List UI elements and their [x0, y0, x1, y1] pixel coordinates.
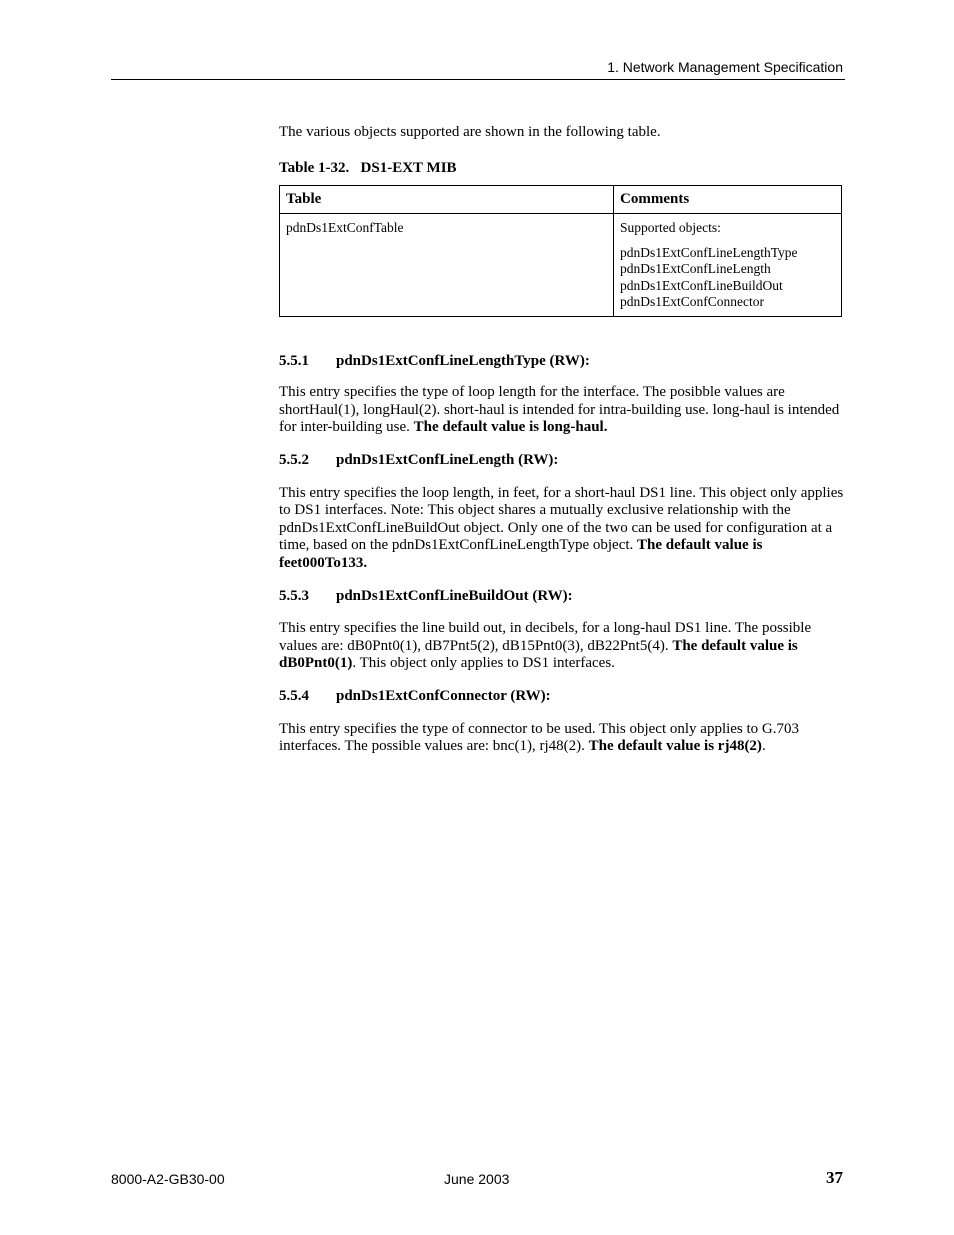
table-name-cell: pdnDs1ExtConfTable [280, 213, 614, 316]
object-item: pdnDs1ExtConfLineLengthType [620, 245, 798, 260]
object-item: pdnDs1ExtConfConnector [620, 294, 764, 310]
object-item: pdnDs1ExtConfLineBuildOut [620, 277, 783, 293]
body-text: This entry specifies the line build out, in decibels, for a long-haul DS1 line. The possible values are: dB0Pnt0(1), dB7Pnt5(2), dB15Pnt0(3), dB22Pnt5(4). [279, 620, 812, 654]
section-number: 5.5.2 [279, 452, 309, 468]
comments-cell [614, 213, 842, 316]
section-body-5-5-1 [279, 384, 845, 437]
section-number: 5.5.1 [279, 352, 309, 369]
section-title: pdnDs1ExtConfLineBuildOut (RW): [336, 587, 573, 604]
page-content [279, 124, 845, 756]
column-header-comments: Comments [614, 186, 842, 213]
column-header-table: Table [280, 186, 614, 213]
publication-date: June 2003 [444, 1171, 510, 1187]
supported-objects-label: Supported objects: [620, 219, 721, 235]
document-number: 8000-A2-GB30-00 [111, 1171, 225, 1187]
running-header: 1. Network Management Specification [607, 59, 843, 75]
object-item: pdnDs1ExtConfLineLength [620, 261, 771, 277]
header-rule [111, 79, 845, 80]
section-title: pdnDs1ExtConfConnector (RW): [336, 687, 551, 704]
body-text: This entry specifies the loop length, in feet, for a short-haul DS1 line. This object only applies to DS1 interfaces. Note: This object shares a mutually exclusive relationship with the pdnDs1ExtConfLineBuildOut object. Only one of the two can be used for configuration at a time, based on the pdnDs1ExtConfLineLengthType object. [279, 484, 844, 554]
section-body-5-5-4 [279, 721, 845, 756]
body-text-after: . This object only applies to DS1 interfaces. [352, 655, 615, 672]
intro-paragraph: The various objects supported are shown in the following table. [279, 124, 661, 140]
section-number: 5.5.3 [279, 587, 309, 604]
section-heading-5-5-2 [279, 452, 845, 470]
section-heading-5-5-4 [279, 688, 845, 706]
table-row [280, 213, 842, 316]
section-title: pdnDs1ExtConfLineLength (RW): [336, 452, 559, 468]
section-title: pdnDs1ExtConfLineLengthType (RW): [336, 352, 590, 369]
section-number: 5.5.4 [279, 687, 309, 704]
section-body-5-5-3 [279, 620, 845, 673]
body-text: This entry specifies the type of connector to be used. This object only applies to G.703 interfaces. The possible values are: bnc(1), rj48(2). [279, 720, 800, 755]
body-text-after: . [761, 738, 766, 755]
section-heading-5-5-1 [279, 353, 845, 371]
default-value-text: The default value is rj48(2) [588, 738, 762, 755]
default-value-text: The default value is feet000To133. [279, 537, 763, 571]
default-value-text: The default value is dB0Pnt0(1) [279, 637, 798, 672]
section-body-5-5-2 [279, 485, 845, 573]
mib-table [279, 185, 842, 316]
body-text: This entry specifies the type of loop length for the interface. The posibble values are shortHaul(1), longHaul(2). short-haul is intended for intra-building use. long-haul is intended for inter-building use. [279, 384, 840, 436]
section-heading-5-5-3 [279, 588, 845, 606]
default-value-text: The default value is long-haul. [413, 419, 608, 436]
table-header-row [280, 186, 842, 213]
page-number: 37 [826, 1168, 843, 1187]
table-caption: Table 1-32. DS1-EXT MIB [279, 159, 457, 176]
